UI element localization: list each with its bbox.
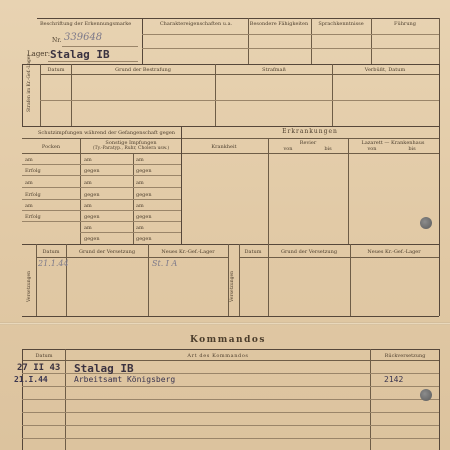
sonstige-row-label: am [136,180,144,186]
revier-header: Revier [299,140,317,146]
illness-divider [268,138,269,244]
kommandos-row-line [22,438,439,439]
kommandos-datum-header: Datum [35,353,53,359]
versetzungen-side-label: Versetzungen [27,270,32,302]
transfer-right [439,244,440,316]
faehigkeiten-label: Besondere Fähigkeiten [249,21,309,27]
charakter-label: Charaktereigenschaften u.a. [159,21,233,27]
header-divider [311,18,312,64]
sonstige-row-label: am [84,203,92,209]
transfer-lager-header: Neues Kr.-Gef.-Lager [161,249,215,255]
transfer-divider [228,244,229,316]
sonstige-header: Sonstige Impfungen [105,140,157,146]
sonstige-row-label: am [136,203,144,209]
header-line [142,34,439,35]
sonstige-row-label: gegen [136,168,152,174]
punishment-divider [71,64,72,126]
transfer-divider [148,244,149,316]
transfer-grund-header: Grund der Versetzung [280,249,338,255]
punishment-divider [332,64,333,126]
punishment-right [439,64,440,126]
nr-value: 339648 [64,32,103,43]
strafen-side-label: Strafen im Kr.-Gef.-Lager [27,54,32,112]
illness-title: Erkrankungen [282,128,338,135]
lager-underline [48,61,138,62]
punishment-row-line [40,100,439,101]
sonstige-row-label: gegen [136,214,152,220]
vacc-header-rule [22,138,439,139]
transfer-divider [36,244,37,316]
sonstige-row-label: am [136,225,144,231]
sonstige-row-label: gegen [84,168,100,174]
header-top-rule [37,18,439,19]
punch-hole [420,389,432,401]
kommandos-row-line [22,412,439,413]
vacc-bottom-rule [22,244,439,245]
punishment-header-rule [40,74,439,75]
nr-label: Nr. [52,37,62,44]
punishment-divider [40,64,41,126]
verbuesst-header: Verbüßt, Datum [364,67,406,73]
vacc-row-line [80,232,181,233]
kommandos-row-line [22,425,439,426]
lazarett-header: Lazarett — Krankenhaus [361,140,425,146]
transfer-entry-date: 21.1.44 [38,259,69,268]
transfer-datum-header: Datum [244,249,262,255]
kommandos-rueck-header: Rückversetzung [384,353,426,359]
kommandos-title: Kommandos [190,335,266,345]
transfer-divider [66,244,67,316]
fold-crease [0,322,450,325]
vacc-row-line [22,199,181,200]
pocken-row-label: Erfolg [25,192,41,198]
vacc-row-line [22,221,181,222]
punishment-bottom-rule [22,126,439,127]
pocken-row-label: am [25,203,33,209]
transfer-divider [268,244,269,316]
sonstige-row-label: am [136,157,144,163]
punishment-left [22,64,23,126]
illness-right [439,126,440,244]
vacc-title: Schutzimpfungen während der Gefangenschaft gegen [38,130,176,136]
transfer-lager-header: Neues Kr.-Gef.-Lager [367,249,421,255]
kommando-rueck: 2142 [384,375,404,384]
revier-von: von [283,146,293,152]
punishment-divider [215,64,216,126]
vacc-row-line [22,164,181,165]
transfer-divider [239,244,240,316]
sonstige-subheader: (Ty.-Paratyp., Ruhr, Cholera usw.) [92,146,170,151]
lager-stamp: Stalag IB [50,48,110,61]
lazarett-von: von [367,146,377,152]
transfer-divider [350,244,351,316]
illness-divider [348,138,349,244]
header-divider [371,18,372,64]
krankheit-header: Krankheit [211,144,237,150]
header-divider [439,18,440,64]
sonstige-row-label: gegen [84,236,100,242]
strafe-datum-header: Datum [47,67,65,73]
revier-bis: bis [324,146,332,152]
lazarett-bis: bis [408,146,416,152]
sonstige-row-label: gegen [84,214,100,220]
sonstige-row-label: am [84,225,92,231]
header-divider [142,18,143,64]
sonstige-row-label: am [84,157,92,163]
sonstige-row-label: gegen [84,192,100,198]
kommandos-top-rule [22,349,439,350]
pocken-row-label: Erfolg [25,168,41,174]
versetzungen-side-label: Versetzungen [230,270,235,302]
header-line [142,48,439,49]
pocken-row-label: Erfolg [25,214,41,220]
pocken-row-label: am [25,180,33,186]
strafe-grund-header: Grund der Bestrafung [115,67,171,73]
sonstige-row-label: gegen [136,236,152,242]
erkennungsmarke-label: Beschriftung der Erkennungsmarke [40,21,132,27]
vacc-subheader-rule [22,153,439,154]
vacc-illness-divider [181,126,182,244]
kommandos-row-line [22,386,439,387]
nr-underline [62,46,138,47]
transfer-bottom-rule [22,316,439,317]
punishment-top-rule [22,64,439,65]
kommando-date: 21.I.44 [14,375,48,384]
kommandos-right [439,349,440,450]
transfer-datum-header: Datum [42,249,60,255]
kommando-text: Arbeitsamt Königsberg [74,375,176,384]
transfer-header-rule [239,257,439,258]
kommandos-row-line [22,399,439,400]
punch-hole [420,217,432,229]
transfer-entry-camp: St. I A [152,259,178,268]
kommandos-header-rule [22,360,439,361]
vacc-row-line [22,210,181,211]
transfer-grund-header: Grund der Versetzung [78,249,136,255]
sprachkenntnisse-label: Sprachkenntnisse [318,21,364,27]
fuehrung-label: Führung [394,21,416,27]
kommando-text: Stalag IB [74,362,134,375]
kommando-date: 27 II 43 [17,363,61,373]
vacc-row-line [22,175,181,176]
transfer-header-rule [36,257,228,258]
sonstige-row-label: gegen [136,192,152,198]
vacc-row-line [22,187,181,188]
pocken-row-label: am [25,157,33,163]
pocken-header: Pocken [41,144,61,150]
kommandos-art-header: Art des Kommandos [187,353,249,359]
vacc-divider [80,138,81,244]
lager-label: Lager: [27,50,51,58]
sonstige-row-label: am [84,180,92,186]
strafmass-header: Strafmaß [262,67,286,73]
